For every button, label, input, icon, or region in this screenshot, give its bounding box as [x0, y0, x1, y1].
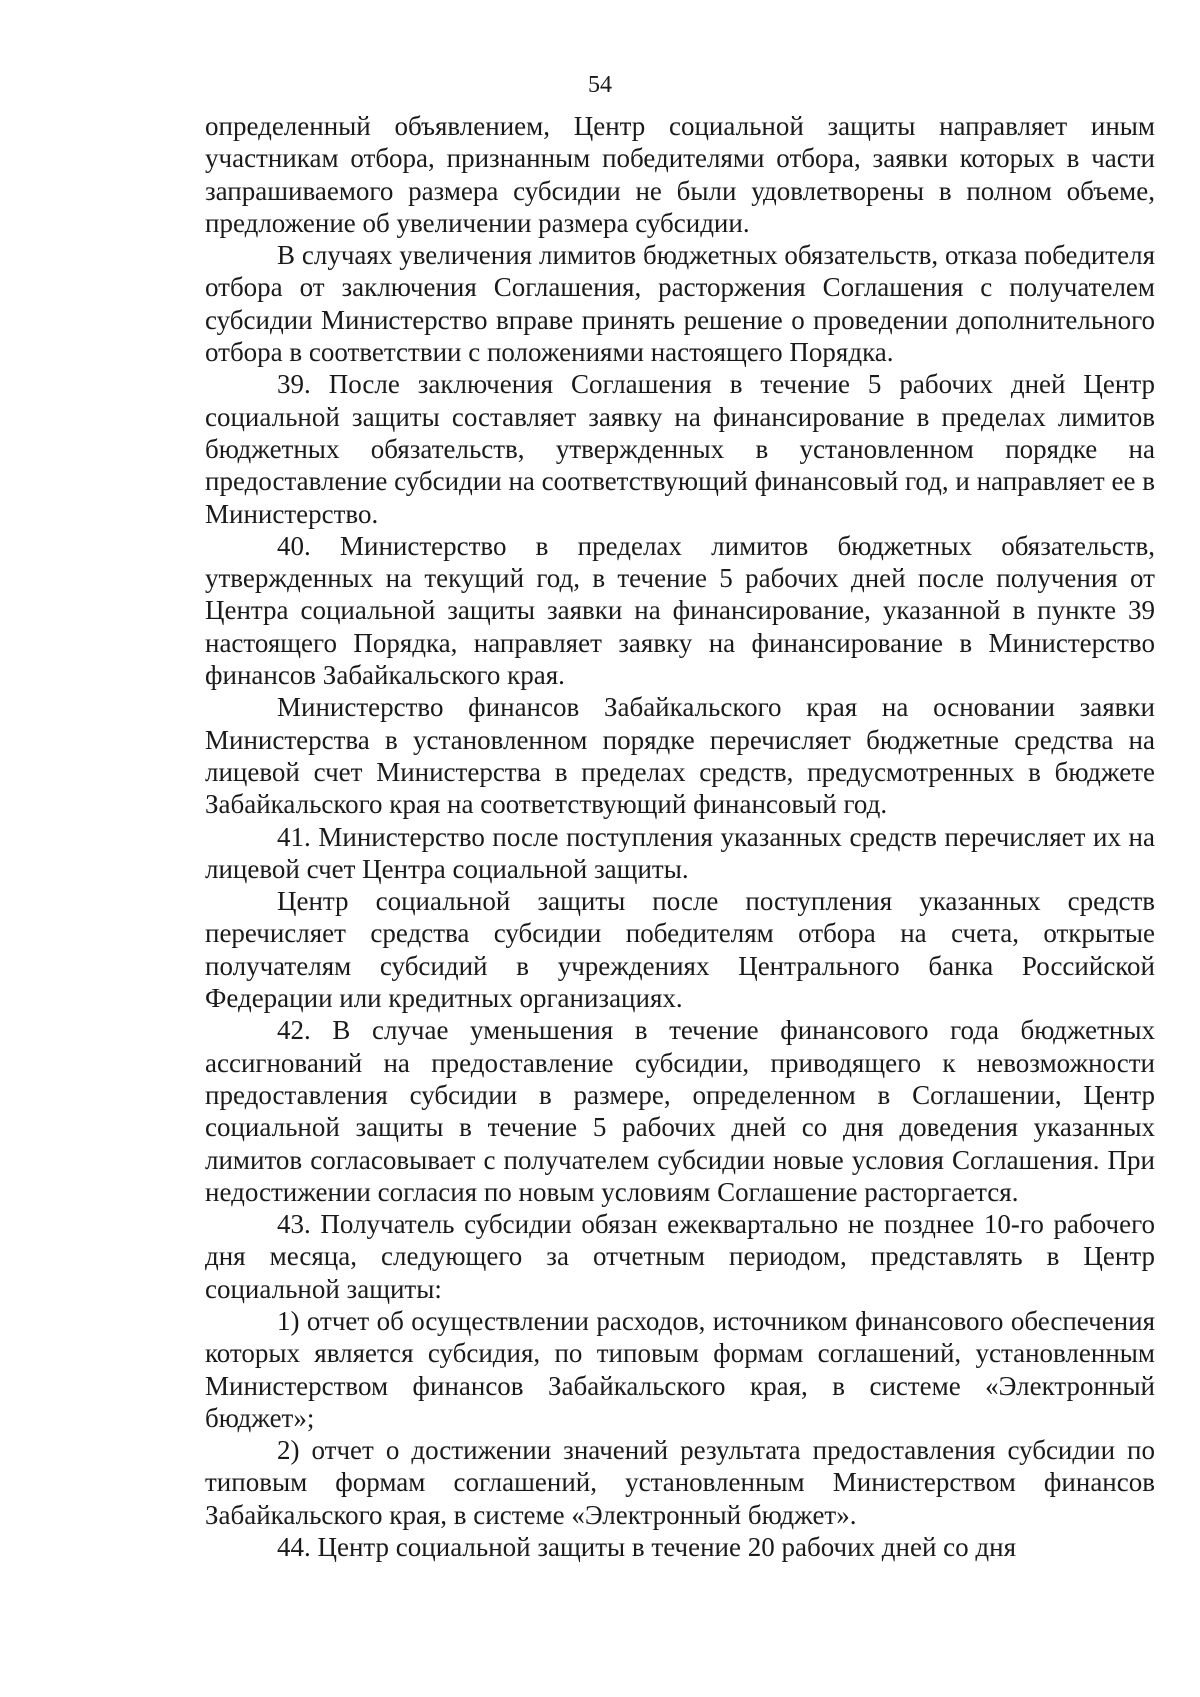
paragraph-44: 44. Центр социальной защиты в течение 20 рабочих дней со дня: [277, 1532, 1016, 1563]
paragraph-43: 43. Получатель субсидии обязан ежеквартально не позднее 10-го рабочего дня месяца, следующего за отчетным периодом, представлять в Центр социальной защиты:: [205, 1209, 1155, 1304]
paragraph-42: 42. В случае уменьшения в течение финансового года бюджетных ассигнований на предоставление субсидии, приводящего к невозможности предоставления субсидии в размере, определенном в Соглашении, Центр социальной защиты в течение 5 рабочих дней со дня доведения указанных лимитов согласовывает с получателем субсидии новые условия Соглашения. При недостижении согласия по новым условиям Соглашение расторгается.: [205, 1015, 1155, 1207]
list-item-1: 1) отчет об осуществлении расходов, источником финансового обеспечения которых является субсидия, по типовым формам соглашений, установленным Министерством финансов Забайкальского края, в системе «Электронный бюджет»;: [205, 1305, 1155, 1433]
paragraph-39: 39. После заключения Соглашения в течение 5 рабочих дней Центр социальной защиты составляет заявку на финансирование в пределах лимитов бюджетных обязательств, утвержденных в установленном порядке на предоставление субсидии на соответствующий финансовый год, и направляет ее в Министерство.: [205, 369, 1155, 529]
paragraph-41: 41. Министерство после поступления указанных средств перечисляет их на лицевой счет Центра социальной защиты.: [205, 821, 1155, 884]
document-body: [205, 110, 1155, 1563]
paragraph-ministry-finance: Министерство финансов Забайкальского края на основании заявки Министерства в установленном порядке перечисляет бюджетные средства на лицевой счет Министерства в пределах средств, предусмотренных в бюджете Забайкальского края на соответствующий финансовый год.: [205, 692, 1155, 820]
list-item-2: 2) отчет о достижении значений результата предоставления субсидии по типовым формам соглашений, установленным Министерством финансов Забайкальского края, в системе «Электронный бюджет».: [205, 1435, 1155, 1530]
paragraph-40: 40. Министерство в пределах лимитов бюджетных обязательств, утвержденных на текущий год, в течение 5 рабочих дней после получения от Центра социальной защиты заявки на финансирование, указанной в пункте 39 настоящего Порядка, направляет заявку на финансирование в Министерство финансов Забайкальского края.: [205, 530, 1155, 691]
paragraph-additional-selection: В случаях увеличения лимитов бюджетных обязательств, отказа победителя отбора от заключения Соглашения, расторжения Соглашения с получателем субсидии Министерство вправе принять решение о проведении дополнительного отбора в соответствии с положениями настоящего Порядка.: [205, 240, 1155, 368]
paragraph-social-center-transfer: Центр социальной защиты после поступления указанных средств перечисляет средства субсидии победителям отбора на счета, открытые получателям субсидий в учреждениях Центрального банка Российской Федерации или кредитных организациях.: [205, 886, 1155, 1014]
page-number: 54: [588, 72, 612, 98]
paragraph-continuation: определенный объявлением, Центр социальной защиты направляет иным участникам отбора, признанным победителями отбора, заявки которых в части запрашиваемого размера субсидии не были удовлетворены в полном объеме, предложение об увеличении размера субсидии.: [205, 111, 1155, 238]
